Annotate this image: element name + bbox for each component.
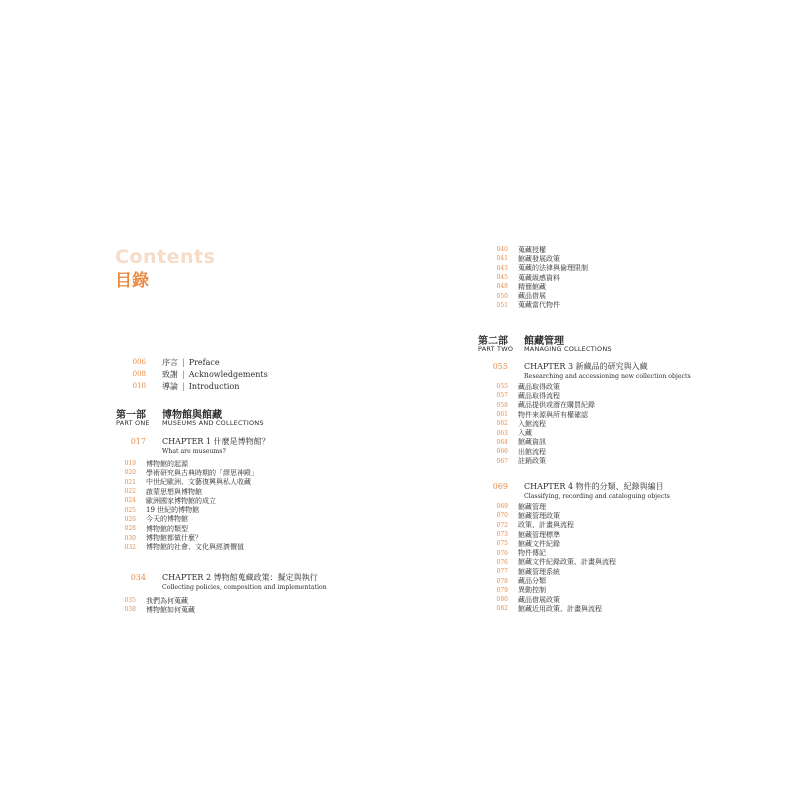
- chapter-title: CHAPTER 3 新藏品的研究與入藏: [524, 362, 648, 371]
- list-item[interactable]: [106, 478, 258, 487]
- list-item[interactable]: [478, 456, 595, 465]
- chapter-subtitle: What are museums?: [162, 448, 226, 455]
- chapter-1[interactable]: [116, 436, 270, 455]
- list-item[interactable]: [478, 301, 588, 310]
- page-number: 067: [496, 457, 508, 465]
- list-item[interactable]: [478, 567, 616, 576]
- section-title: 我們為何蒐藏: [146, 596, 188, 605]
- page-number: 069: [492, 482, 508, 491]
- front-item-introduction[interactable]: 010 導論 | Introduction: [116, 380, 268, 392]
- list-item[interactable]: [478, 245, 588, 254]
- list-item[interactable]: [106, 487, 258, 496]
- section-title: 館藏管理政策: [518, 511, 560, 520]
- chapter-title: CHAPTER 1 什麼是博物館？: [162, 437, 270, 446]
- list-item[interactable]: [478, 254, 588, 263]
- section-title: 啟蒙思想與博物館: [146, 487, 202, 496]
- list-item[interactable]: [478, 511, 616, 520]
- page-number: 050: [496, 292, 508, 300]
- list-item[interactable]: [106, 459, 258, 468]
- list-item[interactable]: [106, 524, 258, 533]
- chapter-2-sections: [106, 596, 195, 615]
- part-two-title-en: MANAGING COLLECTIONS: [524, 345, 612, 353]
- section-title: 入館流程: [518, 419, 546, 428]
- front-matter-list: [116, 356, 268, 392]
- list-item[interactable]: [478, 382, 595, 391]
- page-number: 082: [496, 605, 508, 613]
- list-item[interactable]: [106, 515, 258, 524]
- page-number: 051: [496, 301, 508, 309]
- page-number: 055: [492, 362, 508, 371]
- list-item[interactable]: [106, 468, 258, 477]
- page-number: 063: [496, 429, 508, 437]
- part-one-label-zh: 第一部: [116, 410, 146, 421]
- page-number: 043: [496, 264, 508, 272]
- chapter-3-sections: [478, 382, 595, 466]
- list-item[interactable]: [106, 596, 195, 605]
- section-title: 中世紀歐洲、文藝復興與私人收藏: [146, 478, 251, 487]
- section-title: 出館流程: [518, 447, 546, 456]
- page-number: 034: [130, 573, 146, 582]
- front-en: Acknowledgements: [188, 369, 268, 379]
- section-title: 館藏管理標準: [518, 530, 560, 539]
- contents-title-en: Contents: [115, 246, 216, 268]
- list-item[interactable]: [478, 282, 588, 291]
- front-zh: 序言: [162, 357, 178, 367]
- list-item[interactable]: [478, 586, 616, 595]
- list-item[interactable]: [478, 419, 595, 428]
- part-one-title-en: MUSEUMS AND COLLECTIONS: [162, 419, 264, 427]
- section-title: 蒐藏授權: [518, 245, 546, 254]
- list-item[interactable]: [106, 605, 195, 614]
- contents-title-zh: 目錄: [115, 271, 149, 291]
- list-item[interactable]: [478, 264, 588, 273]
- page-number: 022: [124, 488, 136, 496]
- list-item[interactable]: [478, 273, 588, 282]
- page-number: 080: [496, 596, 508, 604]
- page-number: 025: [124, 506, 136, 514]
- section-title: 館藏文件紀錄政策、計畫與流程: [518, 558, 616, 567]
- chapter-title: CHAPTER 2 博物館蒐藏政策：擬定與執行: [162, 573, 318, 582]
- page-number: 072: [496, 521, 508, 529]
- list-item[interactable]: [478, 548, 616, 557]
- page-number: 077: [496, 568, 508, 576]
- section-title: 博物館的類型: [146, 524, 188, 533]
- page-number: 017: [130, 437, 146, 446]
- list-item[interactable]: [478, 595, 616, 604]
- page-number: 066: [496, 448, 508, 456]
- front-en: Introduction: [188, 381, 240, 391]
- list-item[interactable]: [478, 604, 616, 613]
- page-number: 045: [496, 274, 508, 282]
- section-title: 館藏近用政策、計畫與流程: [518, 604, 602, 613]
- chapter-1-sections: [106, 459, 258, 552]
- section-title: 今天的博物館: [146, 515, 188, 524]
- page-number: 028: [124, 525, 136, 533]
- front-item-acknowledgements[interactable]: 008 致謝 | Acknowledgements: [116, 368, 268, 380]
- section-title: 歐洲國家博物館的成立: [146, 496, 216, 505]
- part-two-title-zh: 館藏管理: [524, 336, 564, 347]
- list-item[interactable]: [478, 558, 616, 567]
- part-one-label-en: PART ONE: [116, 419, 150, 427]
- page-number: 038: [124, 606, 136, 614]
- section-title: 政策、計畫與流程: [518, 521, 574, 530]
- section-title: 異動控制: [518, 586, 546, 595]
- section-title: 藏品分類: [518, 577, 546, 586]
- page-number: 073: [496, 531, 508, 539]
- page-number: 055: [496, 383, 508, 391]
- chapter-subtitle: Researching and accessioning new collection objects: [524, 373, 691, 380]
- section-title: 蒐藏級感資料: [518, 273, 560, 282]
- list-item[interactable]: [478, 391, 595, 400]
- chapter-4[interactable]: [478, 481, 670, 500]
- page-number: 024: [124, 497, 136, 505]
- list-item[interactable]: [478, 502, 616, 511]
- section-title: 學術研究與古典時期的「繆思神殿」: [146, 468, 258, 477]
- page-number: 057: [496, 392, 508, 400]
- page-number: 041: [496, 255, 508, 263]
- page-number: 032: [124, 543, 136, 551]
- list-item[interactable]: [106, 505, 258, 514]
- page-number: 079: [496, 586, 508, 594]
- list-item[interactable]: [478, 576, 616, 585]
- page-number: 070: [496, 512, 508, 520]
- list-item[interactable]: [106, 533, 258, 542]
- part-two-label-zh: 第二部: [478, 336, 508, 347]
- section-title: 物件來源與所有權確認: [518, 410, 588, 419]
- list-item[interactable]: [106, 543, 258, 552]
- section-title: 藏品提供或潛在購買紀錄: [518, 401, 595, 410]
- page-number: 020: [124, 469, 136, 477]
- section-title: 藏品取得流程: [518, 391, 560, 400]
- front-en: Preface: [188, 357, 220, 367]
- section-title: 藏品借展: [518, 292, 546, 301]
- page-number: 021: [124, 478, 136, 486]
- section-title: 精簡館藏: [518, 282, 546, 291]
- part-two-label-en: PART TWO: [478, 345, 514, 353]
- page-number: 076: [496, 558, 508, 566]
- section-title: 博物館都做什麼？: [146, 534, 202, 543]
- section-title: 館藏文件紀錄: [518, 539, 560, 548]
- list-item[interactable]: [478, 521, 616, 530]
- section-title: 入藏: [518, 429, 532, 438]
- chapter-subtitle: Classifying, recording and cataloguing objects: [524, 493, 670, 500]
- section-title: 蒐藏當代物件: [518, 301, 560, 310]
- list-item[interactable]: [478, 401, 595, 410]
- section-title: 物件傳記: [518, 549, 546, 558]
- section-title: 註銷政策: [518, 457, 546, 466]
- page-number: 075: [496, 540, 508, 548]
- section-title: 館藏資訊: [518, 438, 546, 447]
- chapter-title: CHAPTER 4 物件的分類、紀錄與編目: [524, 482, 664, 491]
- page-number: 008: [132, 370, 146, 378]
- page-number: 035: [124, 597, 136, 605]
- part-one-title-zh: 博物館與館藏: [162, 410, 222, 421]
- chapter-2-sections-continued: [478, 245, 588, 310]
- list-item[interactable]: [478, 438, 595, 447]
- section-title: 藏品借展政策: [518, 595, 560, 604]
- list-item[interactable]: [478, 410, 595, 419]
- page-number: 030: [124, 534, 136, 542]
- section-title: 館藏發展政策: [518, 254, 560, 263]
- page-number: 010: [132, 382, 146, 390]
- page-number: 076: [496, 549, 508, 557]
- section-title: 博物館如何蒐藏: [146, 605, 195, 614]
- list-item[interactable]: [478, 428, 595, 437]
- section-title: 館藏管理系統: [518, 567, 560, 576]
- chapter-2[interactable]: [116, 572, 327, 591]
- list-item[interactable]: [478, 539, 616, 548]
- page-number: 064: [496, 438, 508, 446]
- section-title: 蒐藏的法律與倫理限制: [518, 264, 588, 273]
- list-item[interactable]: [106, 496, 258, 505]
- front-item-preface[interactable]: 006 序言 | Preface: [116, 356, 268, 368]
- page-number: 061: [496, 411, 508, 419]
- list-item[interactable]: [478, 291, 588, 300]
- page-number: 019: [124, 460, 136, 468]
- front-zh: 致謝: [162, 369, 178, 379]
- page-number: 026: [124, 515, 136, 523]
- page-number: 062: [496, 420, 508, 428]
- page-number: 078: [496, 577, 508, 585]
- list-item[interactable]: [478, 530, 616, 539]
- page-number: 006: [132, 358, 146, 366]
- page-number: 048: [496, 283, 508, 291]
- chapter-4-sections: [478, 502, 616, 614]
- section-title: 19 世紀的博物館: [146, 506, 200, 515]
- page-number: 040: [496, 246, 508, 254]
- section-title: 博物館的起源: [146, 459, 188, 468]
- list-item[interactable]: [478, 447, 595, 456]
- front-zh: 導論: [162, 381, 178, 391]
- section-title: 博物館的社會、文化與經濟價值: [146, 543, 244, 552]
- section-title: 藏品取得政策: [518, 382, 560, 391]
- page-number: 058: [496, 401, 508, 409]
- page-number: 069: [496, 503, 508, 511]
- section-title: 館藏管理: [518, 502, 546, 511]
- chapter-3[interactable]: [478, 361, 691, 380]
- chapter-subtitle: Collecting policies, composition and implementation: [162, 584, 327, 591]
